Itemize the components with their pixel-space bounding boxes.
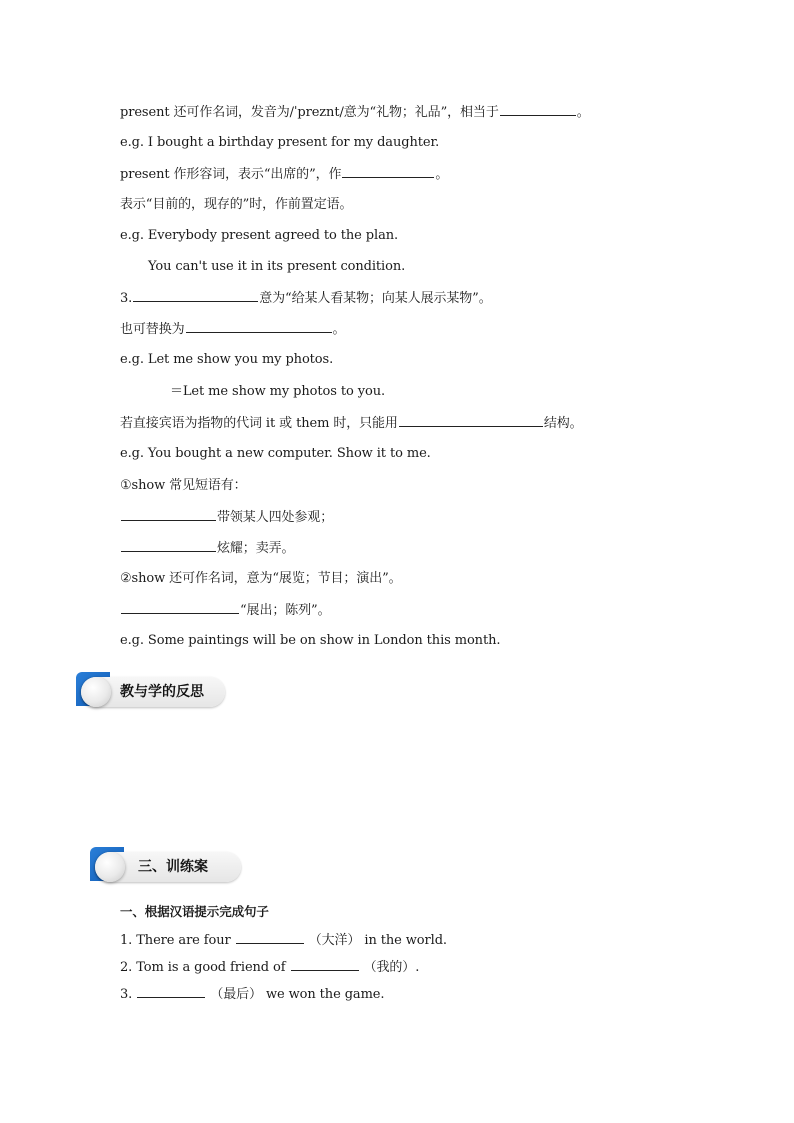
reflection-banner <box>76 672 226 712</box>
text: 。 <box>576 105 590 120</box>
text: 。 <box>435 167 449 182</box>
example-sentence: You can't use it in its present condition. <box>148 259 406 274</box>
text: 意为“给某人看某物；向某人展示某物”。 <box>259 291 492 306</box>
hint-text: （大洋） <box>308 933 361 948</box>
answer-blank[interactable] <box>342 165 434 178</box>
example-sentence: e.g. Some paintings will be on show in London this month. <box>120 633 501 648</box>
note-line: 表示“目前的，现存的”时，作前置定语。 <box>120 197 353 212</box>
example-sentence: ＝Let me show my photos to you. <box>170 384 386 399</box>
exercise-question-2 <box>120 958 419 977</box>
answer-blank[interactable] <box>500 103 576 116</box>
item-number: 3. <box>120 291 133 306</box>
answer-blank[interactable] <box>137 985 205 998</box>
answer-blank[interactable] <box>236 931 304 944</box>
example-sentence: e.g. Everybody present agreed to the plan. <box>120 228 399 243</box>
text: present 还可作名词，发音为/ˈpreznt/意为“礼物；礼品”，相当于 <box>120 105 499 120</box>
question-text: 3. <box>120 987 133 1002</box>
answer-blank[interactable] <box>121 601 239 614</box>
phrase-line <box>120 539 294 558</box>
example-sentence: e.g. You bought a new computer. Show it to me. <box>120 446 431 461</box>
present-adjective-line <box>120 165 448 184</box>
show-noun-line: ②show 还可作名词，意为“展览；节目；演出”。 <box>120 571 402 586</box>
question-text: 2. Tom is a good friend of <box>120 960 286 975</box>
banner-circle-icon <box>81 677 111 707</box>
example-sentence: e.g. I bought a birthday present for my daughter. <box>120 135 440 150</box>
training-banner <box>90 847 242 887</box>
exercise-question-1 <box>120 931 447 950</box>
hint-text: （我的）. <box>363 960 420 975</box>
question-text: 1. There are four <box>120 933 231 948</box>
text: 。 <box>332 322 346 337</box>
item-3-line <box>120 289 492 308</box>
text: 也可替换为 <box>120 322 185 337</box>
answer-blank[interactable] <box>186 320 332 333</box>
text: present 作形容词，表示“出席的”，作 <box>120 167 342 182</box>
text: 若直接宾语为指物的代词 it 或 them 时，只能用 <box>120 416 398 431</box>
phrase-line <box>120 601 331 620</box>
question-text: we won the game. <box>265 987 385 1002</box>
exercise-heading: 一、根据汉语提示完成句子 <box>120 904 269 919</box>
text: 结构。 <box>543 416 583 431</box>
banner-circle-icon <box>95 852 125 882</box>
answer-blank[interactable] <box>399 414 543 427</box>
text: “展出；陈列”。 <box>240 603 331 618</box>
phrase-line <box>120 508 333 527</box>
answer-blank[interactable] <box>291 958 359 971</box>
section-title: 三、训练案 <box>138 859 208 875</box>
exercise-question-3 <box>120 985 384 1004</box>
phrase-heading: ①show 常见短语有： <box>120 478 247 493</box>
section-title: 教与学的反思 <box>120 684 204 700</box>
answer-blank[interactable] <box>121 508 216 521</box>
replace-line <box>120 320 345 339</box>
present-noun-line <box>120 103 590 122</box>
text: 带领某人四处参观； <box>217 510 334 525</box>
text: 炫耀；卖弄。 <box>217 541 295 556</box>
answer-blank[interactable] <box>121 539 216 552</box>
hint-text: （最后） <box>210 987 262 1002</box>
answer-blank[interactable] <box>133 289 258 302</box>
example-sentence: e.g. Let me show you my photos. <box>120 352 334 367</box>
question-text: in the world. <box>364 933 447 948</box>
pronoun-rule-line <box>120 414 583 433</box>
